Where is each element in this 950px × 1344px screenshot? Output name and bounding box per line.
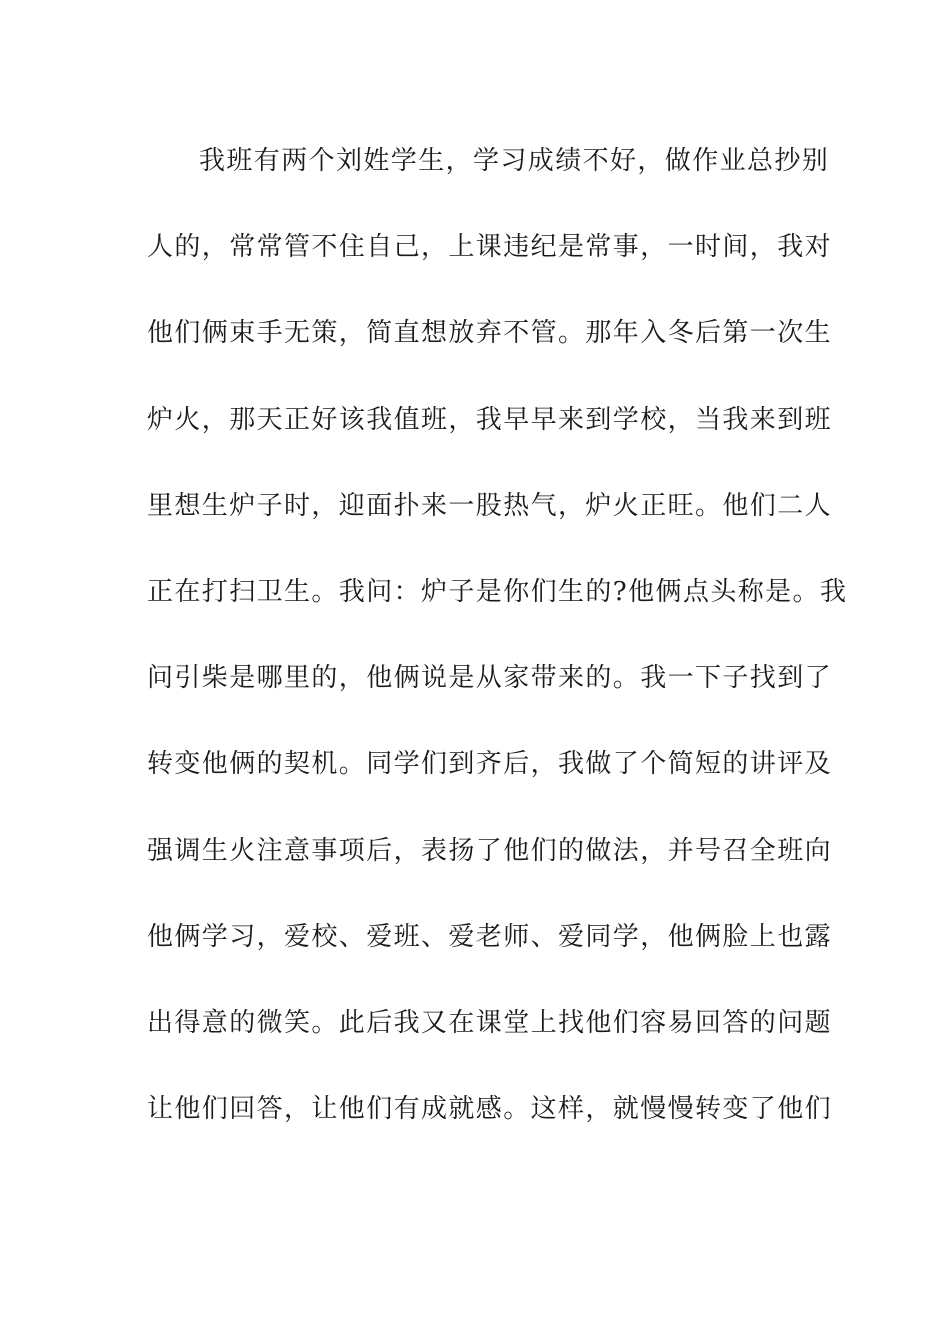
text-line-3: 他们俩束手无策，简直想放弃不管。那年入冬后第一次生 <box>147 318 833 349</box>
text-line-6: 正在打扫卫生。我问：炉子是你们生的?他俩点头称是。我 <box>147 576 848 607</box>
text-line-1: 我班有两个刘姓学生，学习成绩不好，做作业总抄别 <box>199 146 830 176</box>
text-line-2: 人的，常常管不住自己，上课违纪是常事，一时间，我对 <box>147 232 833 263</box>
text-line-7: 问引柴是哪里的，他俩说是从家带来的。我一下子找到了 <box>147 663 833 694</box>
text-line-11: 出得意的微笑。此后我又在课堂上找他们容易回答的问题 <box>147 1007 833 1038</box>
text-line-12: 让他们回答，让他们有成就感。这样，就慢慢转变了他们 <box>147 1094 833 1125</box>
text-line-10: 他俩学习，爱校、爱班、爱老师、爱同学，他俩脸上也露 <box>147 921 833 952</box>
text-line-8: 转变他俩的契机。同学们到齐后，我做了个简短的讲评及 <box>147 749 833 780</box>
text-line-5: 里想生炉子时，迎面扑来一股热气，炉火正旺。他们二人 <box>147 490 833 521</box>
text-line-4: 炉火，那天正好该我值班，我早早来到学校，当我来到班 <box>147 404 833 435</box>
text-line-9: 强调生火注意事项后，表扬了他们的做法，并号召全班向 <box>147 835 833 866</box>
body-paragraph <box>147 138 848 1172</box>
